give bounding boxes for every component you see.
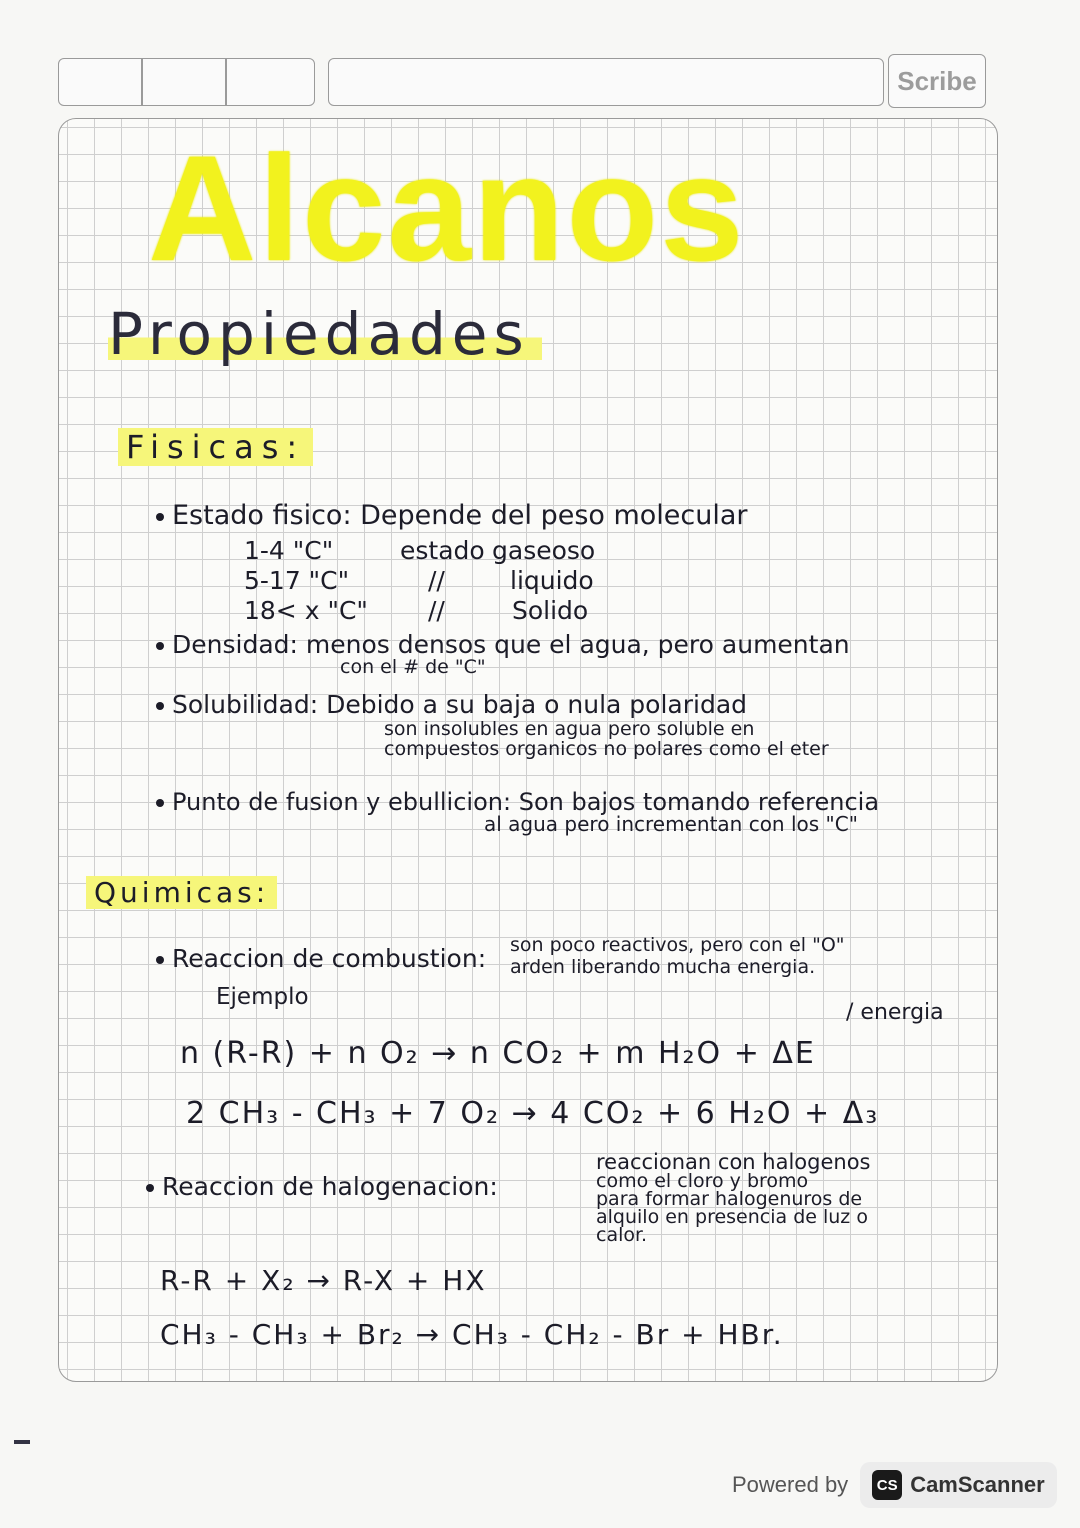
halogenacion-text: reaccionan con halogenos: [596, 1150, 871, 1174]
solubilidad-item: [156, 690, 747, 719]
halogenacion-label: Reaccion de halogenacion:: [162, 1172, 498, 1201]
date-box: [58, 58, 315, 106]
section-heading-quimicas: Quimicas:: [86, 876, 277, 909]
bullet-icon: [156, 956, 164, 964]
solubilidad-text-3: compuestos organicos no polares como el eter: [384, 738, 829, 760]
halogenacion-text-3: para formar halogenuros de: [596, 1188, 863, 1210]
combustion-item: [156, 944, 486, 973]
punto-label: Punto de fusion y ebullicion:: [172, 788, 512, 816]
estado-row: 5-17 "C": [244, 566, 350, 595]
camscanner-name: CamScanner: [910, 1472, 1045, 1497]
notebook-brand: Scribe: [888, 54, 986, 108]
equation-combustion-ethane: 2 CH₃ - CH₃ + 7 O₂ → 4 CO₂ + 6 H₂O + Δ₃: [186, 1096, 880, 1131]
densidad-text: menos densos que el agua, pero aumentan: [305, 630, 850, 659]
estado-row-mark: //: [428, 596, 445, 625]
estado-row-state: gaseoso: [492, 536, 596, 565]
combustion-label: Reaccion de combustion:: [172, 944, 487, 973]
densidad-label: Densidad:: [172, 630, 298, 659]
punto-text: Son bajos tomando referencia: [518, 788, 880, 816]
estado-text: Depende del peso molecular: [360, 500, 748, 531]
bullet-icon: [146, 1184, 154, 1192]
topic-box: [328, 58, 884, 106]
page-subtitle: Propiedades: [108, 300, 542, 368]
estado-item: [156, 500, 748, 531]
scanner-watermark: [732, 1462, 1057, 1508]
combustion-text-2: arden liberando mucha energia.: [510, 956, 816, 978]
bullet-icon: [156, 513, 164, 521]
estado-row-state: liquido: [510, 566, 594, 595]
page-edge-mark: [14, 1440, 30, 1444]
equation-combustion-general: n (R-R) + n O₂ → n CO₂ + m H₂O + ΔE: [180, 1036, 816, 1071]
page-title: Alcanos: [148, 124, 746, 292]
halogenacion-text-5: calor.: [596, 1224, 648, 1246]
halogenacion-text-4: alquilo en presencia de luz o: [596, 1206, 868, 1228]
halogenacion-item: [146, 1172, 498, 1201]
solubilidad-label: Solubilidad:: [172, 690, 319, 719]
bullet-icon: [156, 799, 164, 807]
estado-row-mark: estado: [400, 536, 485, 565]
estado-row: 18< x "C": [244, 596, 368, 625]
ejemplo-label: Ejemplo: [216, 984, 309, 1010]
solubilidad-text-2: son insolubles en agua pero soluble en: [384, 718, 755, 740]
equation-halogenation-ethane: CH₃ - CH₃ + Br₂ → CH₃ - CH₂ - Br + HBr.: [160, 1318, 784, 1351]
estado-row: 1-4 "C": [244, 536, 334, 565]
powered-by-text: Powered by: [732, 1472, 849, 1497]
densidad-item: [156, 630, 850, 659]
combustion-text: son poco reactivos, pero con el "O": [510, 934, 845, 956]
equation-halogenation-general: R-R + X₂ → R-X + HX: [160, 1264, 487, 1297]
estado-row-mark: //: [428, 566, 445, 595]
bullet-icon: [156, 642, 164, 650]
estado-row-state: Solido: [512, 596, 589, 625]
energia-note: / energia: [846, 1000, 944, 1025]
halogenacion-text-2: como el cloro y bromo: [596, 1170, 809, 1192]
densidad-text-2: con el # de "C": [340, 656, 486, 678]
camscanner-badge: [860, 1462, 1057, 1508]
estado-label: Estado fisico:: [172, 500, 352, 531]
section-heading-fisicas: Fisicas:: [118, 428, 313, 466]
punto-text-2: al agua pero incrementan con los "C": [484, 812, 858, 836]
camscanner-logo-icon: CS: [872, 1470, 902, 1500]
solubilidad-text: Debido a su baja o nula polaridad: [326, 690, 748, 719]
bullet-icon: [156, 702, 164, 710]
